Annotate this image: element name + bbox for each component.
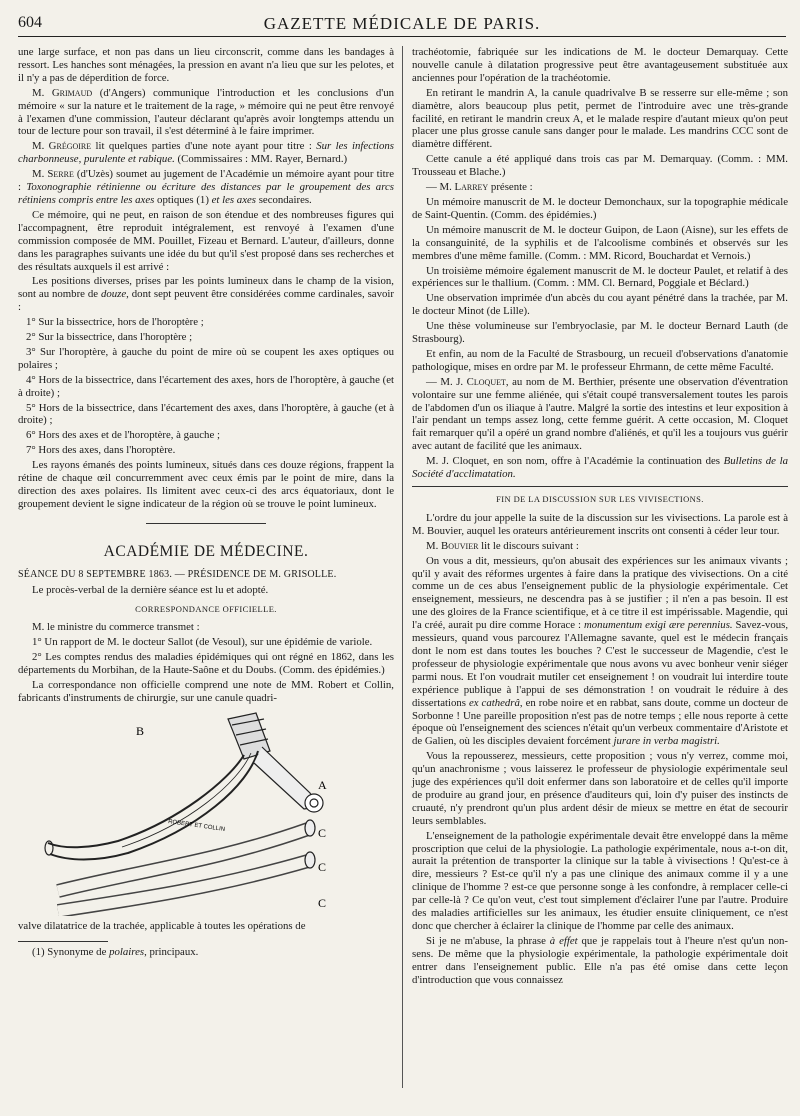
paragraph-text: lit quelques parties d'une note ayant pour titre : xyxy=(91,140,317,153)
list-item: 7° Hors des axes, dans l'horoptère. xyxy=(26,444,176,457)
paragraph-text: , en robe noire et en rabbat, sans doute, comme un docteur de Sorbonne ! Une pareille proposition n'est pas de notre temps ; elle nous reporte à cette époque où l'enseignement des sciences n'était qu'un verbeux commentaire d'Aristote et de Galien, où les disciples devaient forcément xyxy=(412,696,788,748)
figure-label-b: B xyxy=(136,723,145,738)
paragraph xyxy=(18,168,394,207)
footnote-text: (1) Synonyme de xyxy=(32,945,110,958)
engraving-text: ROBERT ET COLLIN xyxy=(167,818,226,833)
masthead: GAZETTE MÉDICALE DE PARIS. xyxy=(263,14,541,33)
footnote-text: , principaux. xyxy=(144,945,199,958)
latin-quote: ex cathedrâ xyxy=(468,696,520,709)
paragraph: Une observation imprimée d'un abcès du cou ayant pénétré dans la trachée, par M. le docteur Minot (de Lille). xyxy=(412,292,788,318)
speaker-name: M. Bouvier xyxy=(426,539,479,552)
work-title: Bulletins de la Société d'acclimatation. xyxy=(412,455,788,481)
paragraph: Vous la repousserez, messieurs, cette proposition ; vous n'y verrez, comme moi, qu'un anachronisme ; vous laisserez le professeur de physiologie expérimentale seul juge des expériences qu'il doit enfermer dans son laboratoire et de celles qu'il importe de produire au grand jour, en présence d'auditeurs qui, loin d'y puiser des instincts de cruauté, n'y prendront qu'un plus ardent désir de mieux se mettre en état de secourir leurs semblables. xyxy=(412,750,788,827)
right-column xyxy=(412,46,788,989)
speaker-name: M. Grégoire xyxy=(32,140,92,153)
paragraph-text: (Commissaires : MM. Rayer, Bernard.) xyxy=(174,153,348,166)
figure-label-a: A xyxy=(318,777,327,792)
subsection-heading: FIN DE LA DISCUSSION SUR LES VIVISECTIONS. xyxy=(496,494,704,504)
paragraph-text: Si je ne m'abuse, la phrase xyxy=(426,934,550,947)
left-column xyxy=(18,46,394,961)
page-header xyxy=(18,14,786,37)
paragraph-text: présente : xyxy=(488,181,533,194)
cannula-illustration xyxy=(18,711,394,916)
paragraph-text: optiques (1) xyxy=(154,193,212,206)
paragraph xyxy=(412,376,788,453)
figure-label-c: C xyxy=(318,859,327,874)
paragraph xyxy=(18,275,394,314)
positions-list xyxy=(18,316,394,457)
list-item: 3° Sur l'horoptère, à gauche du point de mire où se coupent les axes optiques ou polaires ; xyxy=(18,345,394,371)
list-item: 6° Hors des axes et de l'horoptère, à gauche ; xyxy=(26,429,220,442)
work-title: et les axes xyxy=(211,193,256,206)
paragraph-text: , dont sept peuvent être considérées comme cardinales, savoir : xyxy=(18,288,394,314)
paragraph xyxy=(18,87,394,139)
speaker-name: M. Grimaud xyxy=(32,86,93,99)
speaker-name: M. Serre xyxy=(32,168,74,181)
paragraph: Et enfin, au nom de la Faculté de Strasbourg, un recueil d'observations d'anatomie pathologique, mises en ordre par M. le professeur Ehrmann, de cette même Faculté. xyxy=(412,347,788,373)
session-heading: SÉANCE DU 8 SEPTEMBRE 1863. — PRÉSIDENCE DE M. GRISOLLE. xyxy=(18,568,337,580)
work-title: Toxonographie rétinienne ou écriture des distances par le groupement des arcs rétiniens compris entre les axes xyxy=(18,181,395,206)
paragraph-text: lit le discours suivant : xyxy=(478,539,579,552)
emphasis: polaires xyxy=(109,945,145,958)
page-number: 604 xyxy=(18,14,42,31)
paragraph: Le procès-verbal de la dernière séance est lu et adopté. xyxy=(32,583,269,596)
emphasis: à effet xyxy=(549,934,578,947)
paragraph xyxy=(412,540,788,553)
subsection-heading: CORRESPONDANCE OFFICIELLE. xyxy=(135,603,277,614)
paragraph: La correspondance non officielle comprend une note de MM. Robert et Collin, fabricants d'instruments de chirurgie, sur une canule quadri- xyxy=(18,679,394,704)
list-item: 5° Hors de la bissectrice, dans l'écartement des axes, dans l'horoptère, à gauche (et à droite) ; xyxy=(18,401,394,427)
paragraph-text: M. J. Cloquet, en son nom, offre à l'Académie la continuation des xyxy=(426,455,724,468)
paragraph: Un troisième mémoire également manuscrit de M. le docteur Paulet, et relatif à des expériences sur le thallium. (Comm. : MM. Cl. Bernard, Poggiale et Béclard.) xyxy=(412,264,788,290)
section-rule xyxy=(412,486,788,487)
speaker-name: — M. Larrey xyxy=(426,181,489,194)
paragraph: L'enseignement de la pathologie expérimentale devait être enveloppé dans la même proscription que celui de la physiologie. La pathologie expérimentale, nous a-t-on dit, aurait la prétention de transporter la clinique sur la table à vivisections ! Qu'est-ce à dire, messieurs ? Est-ce qu'il n'y a pas une clinique des animaux comme il y a une clinique de l'homme ? est-ce que personne songe à les confondre, à remplacer celle-ci par celle-là ? Ce qu'on veut, c'est tout simplement d'éclairer l'une par l'autre. Produire des maladies artificielles sur les animaux, les étudier ensuite cliniquement, ce n'est donc que chercher à éclairer la clinique de l'homme par celle des animaux. xyxy=(412,829,788,932)
paragraph xyxy=(18,140,394,166)
paragraph xyxy=(412,555,788,749)
paragraph: Les rayons émanés des points lumineux, situés dans ces douze régions, frappent la rétine de chaque œil concurremment avec ceux émis par le point de mire, dans la direction des axes polaires. Ils limitent avec ceux-ci des arcs équatoriaux, dont le groupement devient le signe indicateur de la région où se trouve le point lumineux. xyxy=(18,459,394,510)
paragraph-text: On vous a dit, messieurs, qu'on abusait des expériences sur les animaux vivants ; qu'il y avait des réformes urgentes à faire dans la pratique des vivisections. On a cité comme un de ces abus l'enseignement public de la physiologie expérimentale. Cet enseignement, messieurs, ne descendra pas à se justifier ; il n'en a pas besoin. Il est une des gloires de la France scientifique, et à ce titre il est impérissable. Magendie, qui l'a créé, aurait pu dire comme Horace : xyxy=(412,554,788,632)
paragraph: Cette canule a été appliqué dans trois cas par M. Demarquay. (Comm. : MM. Trousseau et Blache.) xyxy=(412,153,788,179)
paragraph: M. le ministre du commerce transmet : xyxy=(32,621,200,634)
paragraph-text: (d'Angers) communique l'introduction et les conclusions d'un mémoire « sur la nature et le traitement de la rage, » mémoire qui ne peut être renvoyé à l'examen d'une commission, l'auteur déclarant qu'après avoir longtemps attendu un tour de lecture pour son travail, il s'est déterminé à le faire imprimer. xyxy=(18,86,394,138)
paragraph: Une thèse volumineuse sur l'embryoclasie, par M. le docteur Bernard Lauth (de Strasbourg). xyxy=(412,320,788,346)
section-rule xyxy=(146,523,266,524)
latin-quote: jurare in verba magistri. xyxy=(613,735,720,748)
figure-label-c: C xyxy=(318,825,327,840)
list-item: 4° Hors de la bissectrice, dans l'écartement des axes, hors de l'horoptère, à gauche (et à droite) ; xyxy=(18,373,394,399)
paragraph-text: (d'Uzès) soumet au jugement de l'Académie un mémoire ayant pour titre : xyxy=(18,168,394,194)
paragraph-text: , au nom de M. Berthier, présente une observation d'éventration volontaire sur une femme aliénée, qui s'était coupé transversalement toutes les parois de l'abdomen d'un os iliaque à l'autre. Malgré la sortie des intestins et leur exposition à l'air pendant un temps assez long, cette femme guérit. A cette occasion, M. Cloquet fait remarquer qu'il a opéré un grand nombre d'aliénés, et qu'il les a toujours vus guérir avec autant de facilité que les animaux. xyxy=(412,375,788,453)
paragraph: Un mémoire manuscrit de M. le docteur Demonchaux, sur la topographie médicale de Saint-Quentin. (Comm. des épidémies.) xyxy=(412,195,788,221)
latin-quote: monumentum exigi ære perennius. xyxy=(583,619,733,632)
list-item: 2° Sur la bissectrice, dans l'horoptère ; xyxy=(26,331,193,344)
paragraph-text: secondaires. xyxy=(256,193,312,206)
paragraph xyxy=(412,455,788,481)
paragraph: L'ordre du jour appelle la suite de la discussion sur les vivisections. La parole est à M. Bouvier, auquel les orateurs antérieurement inscrits ont consenti à céder leur tour. xyxy=(412,511,788,537)
paragraph-text: Savez-vous, messieurs, quand vous parcourez l'Allemagne savante, quel est le médecin français dont le nom est dans toutes les bouches ? C'est le successeur de Magendie, c'est le professeur de physiologie expérimentale que nous avons vu avec bonheur venir siéger parmi nous. Et l'on voudrait mutiler cet enseignement ! on voudrait lui interdire toute expérience publique à l'appui de ses démonstration ! on voudrait le réduire à des dissertations xyxy=(412,619,789,709)
paragraph-text: que je rappelais tout à l'heure n'est qu'un non-sens. De même que la physiologie expérimentale, la pathologie expérimentale doit entrer dans l'enseignement public. Elle n'a pas été omise dans cette leçon d'introduction que vous connaissez xyxy=(412,934,788,986)
paragraph: En retirant le mandrin A, la canule quadrivalve B se resserre sur elle-même ; son diamètre, alors beaucoup plus petit, permet de l'introduire avec une très-grande facilité, en retirant le mandrin creux A, et le malade respire d'autant mieux qu'on peut placer une plus grosse canule sans danger pour le malade. Les mandrins CCC sont de diamètre différent. xyxy=(412,86,788,151)
paragraph: 1° Un rapport de M. le docteur Sallot (de Vesoul), sur une épidémie de variole. xyxy=(32,636,373,649)
footnote-rule xyxy=(18,941,108,942)
emphasis: douze xyxy=(100,288,127,301)
paragraph: 2° Les comptes rendus des maladies épidémiques qui ont régné en 1862, dans les départements du Morbihan, de la Haute-Saône et du Doubs. (Comm. des épidémies.) xyxy=(18,651,394,677)
column-divider xyxy=(402,46,403,1088)
section-title: ACADÉMIE DE MÉDECINE. xyxy=(103,542,309,560)
cannula-drawing xyxy=(18,711,394,916)
speaker-name: — M. J. Cloquet xyxy=(426,375,506,388)
figure-caption: valve dilatatrice de la trachée, applicable à toutes les opérations de xyxy=(18,919,306,932)
paragraph: trachéotomie, fabriquée sur les indications de M. le docteur Demarquay. Cette nouvelle canule à dilatation progressive peut être avantageusement substituée aux anciennes pour l'opération de la trachéotomie. xyxy=(412,46,788,84)
paragraph: Un mémoire manuscrit de M. le docteur Guipon, de Laon (Aisne), sur les effets de la consanguinité, de la syphilis et de l'alcoolisme combinés et observés sur les membres d'une même famille. (Comm. : MM. Ricord, Bouchardat et Vernois.) xyxy=(412,223,788,262)
figure-label-c: C xyxy=(318,895,327,910)
paragraph xyxy=(412,181,788,194)
paragraph-text: Les positions diverses, prises par les points lumineux dans le champ de la vision, sont au nombre de xyxy=(18,275,394,301)
work-title: Sur les infections charbonneuse, purulente et rabique. xyxy=(18,140,394,166)
list-item: 1° Sur la bissectrice, hors de l'horoptère ; xyxy=(26,316,204,329)
paragraph: une large surface, et non pas dans un lieu circonscrit, comme dans les bandages à ressort. Les hanches sont ménagées, la pression en avant n'a lieu que sur les pelotes, et il n'y a pas de déperdition de force. xyxy=(18,46,394,84)
footnote xyxy=(18,946,394,959)
paragraph: Ce mémoire, qui ne peut, en raison de son étendue et des nombreuses figures qui l'accompagnent, être reproduit intégralement, est renvoyé à l'examen d'une commission composée de MM. Pouillet, Fizeau et Bernard. L'auteur, d'ailleurs, donne dans les paragraphes suivants une idée du but qu'il s'est proposé dans ses recherches et des résultats auxquels il est arrivé : xyxy=(18,208,394,273)
paragraph xyxy=(412,935,788,987)
